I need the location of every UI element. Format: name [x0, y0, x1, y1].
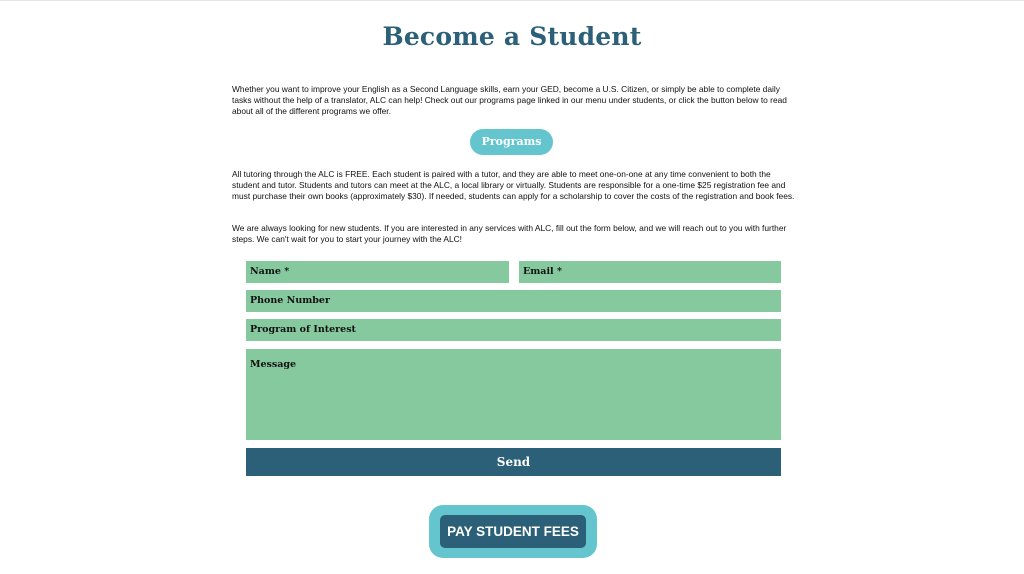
email-field-label: Email * [523, 266, 562, 277]
name-field-label: Name * [250, 266, 290, 277]
tutoring-info-paragraph: All tutoring through the ALC is FREE. Each student is paired with a tutor, and they are able to meet one-on-one at any time convenient to both the student and tutor. Students and tutors can meet at the ALC, a local library or virtually. Students are responsible for a one-time $25 registration fee and must purchase their own books (approximately $30). If needed, students can apply for a scholarship to cover the costs of the registration and book fees. [232, 169, 795, 201]
pay-student-fees-button[interactable]: PAY STUDENT FEES [440, 515, 586, 548]
program-of-interest-field[interactable] [246, 319, 781, 341]
send-button[interactable]: Send [246, 448, 781, 476]
page-title: Become a Student [382, 22, 642, 51]
program-field-label: Program of Interest [250, 324, 356, 335]
message-field[interactable] [246, 349, 781, 440]
phone-field-label: Phone Number [250, 295, 330, 306]
message-field-label: Message [250, 359, 297, 370]
top-divider [0, 0, 1024, 1]
programs-button[interactable]: Programs [470, 129, 553, 155]
email-field[interactable] [519, 261, 781, 283]
new-students-paragraph: We are always looking for new students. If you are interested in any services with ALC, fill out the form below, and we will reach out to you with further steps. We can't wait for you to start your journey with the ALC! [232, 223, 787, 244]
name-field[interactable] [246, 261, 509, 283]
intro-paragraph: Whether you want to improve your English as a Second Language skills, earn your GED, become a U.S. Citizen, or simply be able to complete daily tasks without the help of a translator, ALC can help! Check out our programs page linked in our menu under students, or click the button below to read about all of the different programs we offer. [232, 84, 787, 116]
phone-field[interactable] [246, 290, 781, 312]
